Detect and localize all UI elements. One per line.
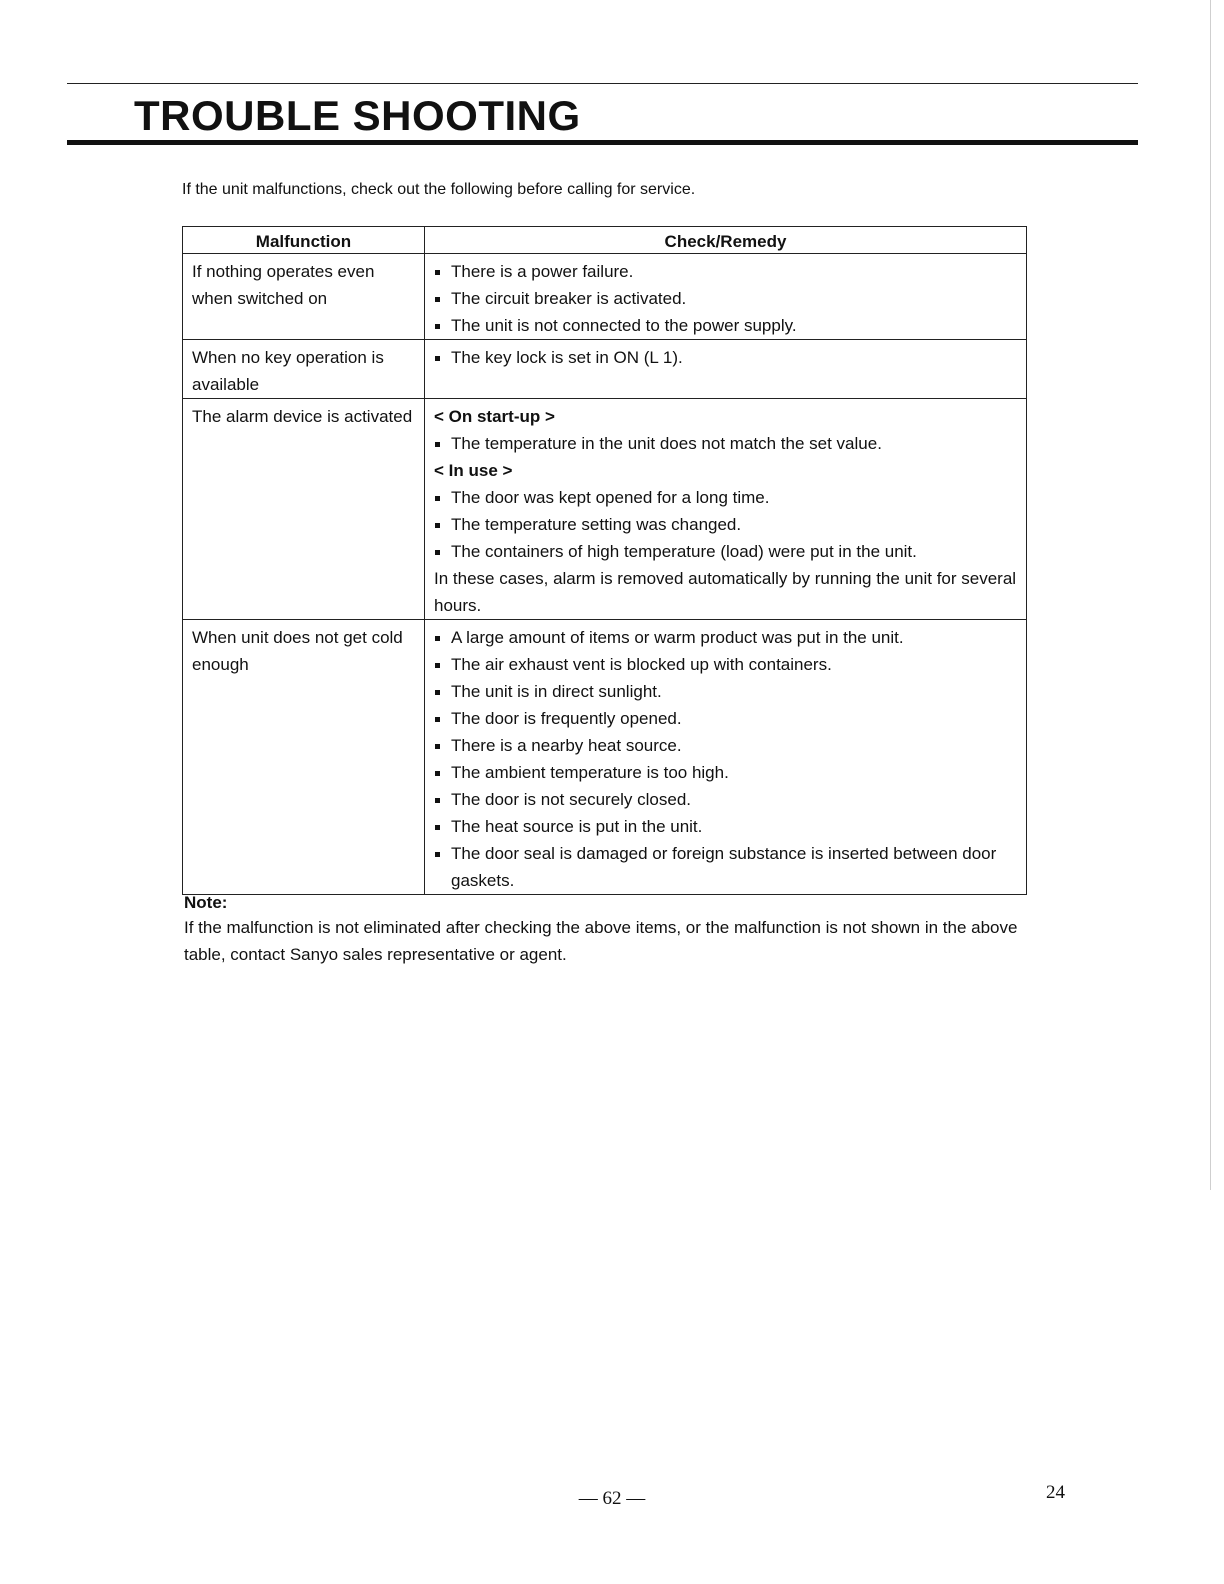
- remedy-item: The air exhaust vent is blocked up with containers.: [434, 651, 1018, 678]
- remedy-item: The ambient temperature is too high.: [434, 759, 1018, 786]
- malfunction-cell: When no key operation is available: [183, 340, 425, 399]
- scan-edge-line: [1210, 0, 1211, 1190]
- page-number-right: 24: [1046, 1482, 1065, 1503]
- remedy-item: The key lock is set in ON (L 1).: [434, 344, 1018, 371]
- remedy-cell: [425, 399, 1027, 620]
- page-number-center: — 62 —: [578, 1488, 646, 1509]
- table-row: [183, 399, 1027, 620]
- remedy-item: The unit is in direct sunlight.: [434, 678, 1018, 705]
- remedy-cell: [425, 340, 1027, 399]
- remedy-list: [434, 258, 1018, 339]
- remedy-cell: [425, 620, 1027, 895]
- remedy-list: [434, 344, 1018, 371]
- remedy-list: [434, 430, 1018, 457]
- startup-heading: < On start-up >: [434, 407, 555, 426]
- remedy-item: The unit is not connected to the power supply.: [434, 312, 1018, 339]
- remedy-item: The temperature setting was changed.: [434, 511, 1018, 538]
- remedy-item: The door is not securely closed.: [434, 786, 1018, 813]
- remedy-item: There is a nearby heat source.: [434, 732, 1018, 759]
- remedy-item: The containers of high temperature (load) were put in the unit.: [434, 538, 1018, 565]
- title-rule: [67, 140, 1138, 145]
- note-label: Note:: [184, 893, 228, 912]
- remedy-item: A large amount of items or warm product was put in the unit.: [434, 624, 1018, 651]
- intro-text: If the unit malfunctions, check out the following before calling for service.: [182, 181, 696, 198]
- malfunction-cell: The alarm device is activated: [183, 399, 425, 620]
- remedy-list: [434, 624, 1018, 894]
- remedy-item: The door is frequently opened.: [434, 705, 1018, 732]
- remedy-item: The door seal is damaged or foreign substance is inserted between door gaskets.: [434, 840, 1018, 894]
- page-title: TROUBLE SHOOTING: [134, 92, 581, 139]
- remedy-item: There is a power failure.: [434, 258, 1018, 285]
- remedy-item: The circuit breaker is activated.: [434, 285, 1018, 312]
- note-text: If the malfunction is not eliminated after checking the above items, or the malfunction is not shown in the above table, contact Sanyo sales representative or agent.: [184, 918, 1018, 964]
- remedy-cell: [425, 254, 1027, 340]
- malfunction-cell: When unit does not get cold enough: [183, 620, 425, 895]
- remedy-item: The heat source is put in the unit.: [434, 813, 1018, 840]
- inuse-heading: < In use >: [434, 461, 513, 480]
- table-row: [183, 620, 1027, 895]
- top-rule: [67, 83, 1138, 84]
- remedy-list: [434, 484, 1018, 565]
- malfunction-cell: If nothing operates even when switched on: [183, 254, 425, 340]
- troubleshooting-table: [182, 226, 1027, 895]
- remedy-item: The door was kept opened for a long time.: [434, 484, 1018, 511]
- table-row: [183, 340, 1027, 399]
- remedy-item: The temperature in the unit does not match the set value.: [434, 430, 1018, 457]
- table-header-row: [183, 227, 1027, 254]
- remedy-header: Check/Remedy: [425, 227, 1027, 254]
- table-row: [183, 254, 1027, 340]
- malfunction-header: Malfunction: [183, 227, 425, 254]
- alarm-note: In these cases, alarm is removed automatically by running the unit for several hours.: [434, 569, 1017, 615]
